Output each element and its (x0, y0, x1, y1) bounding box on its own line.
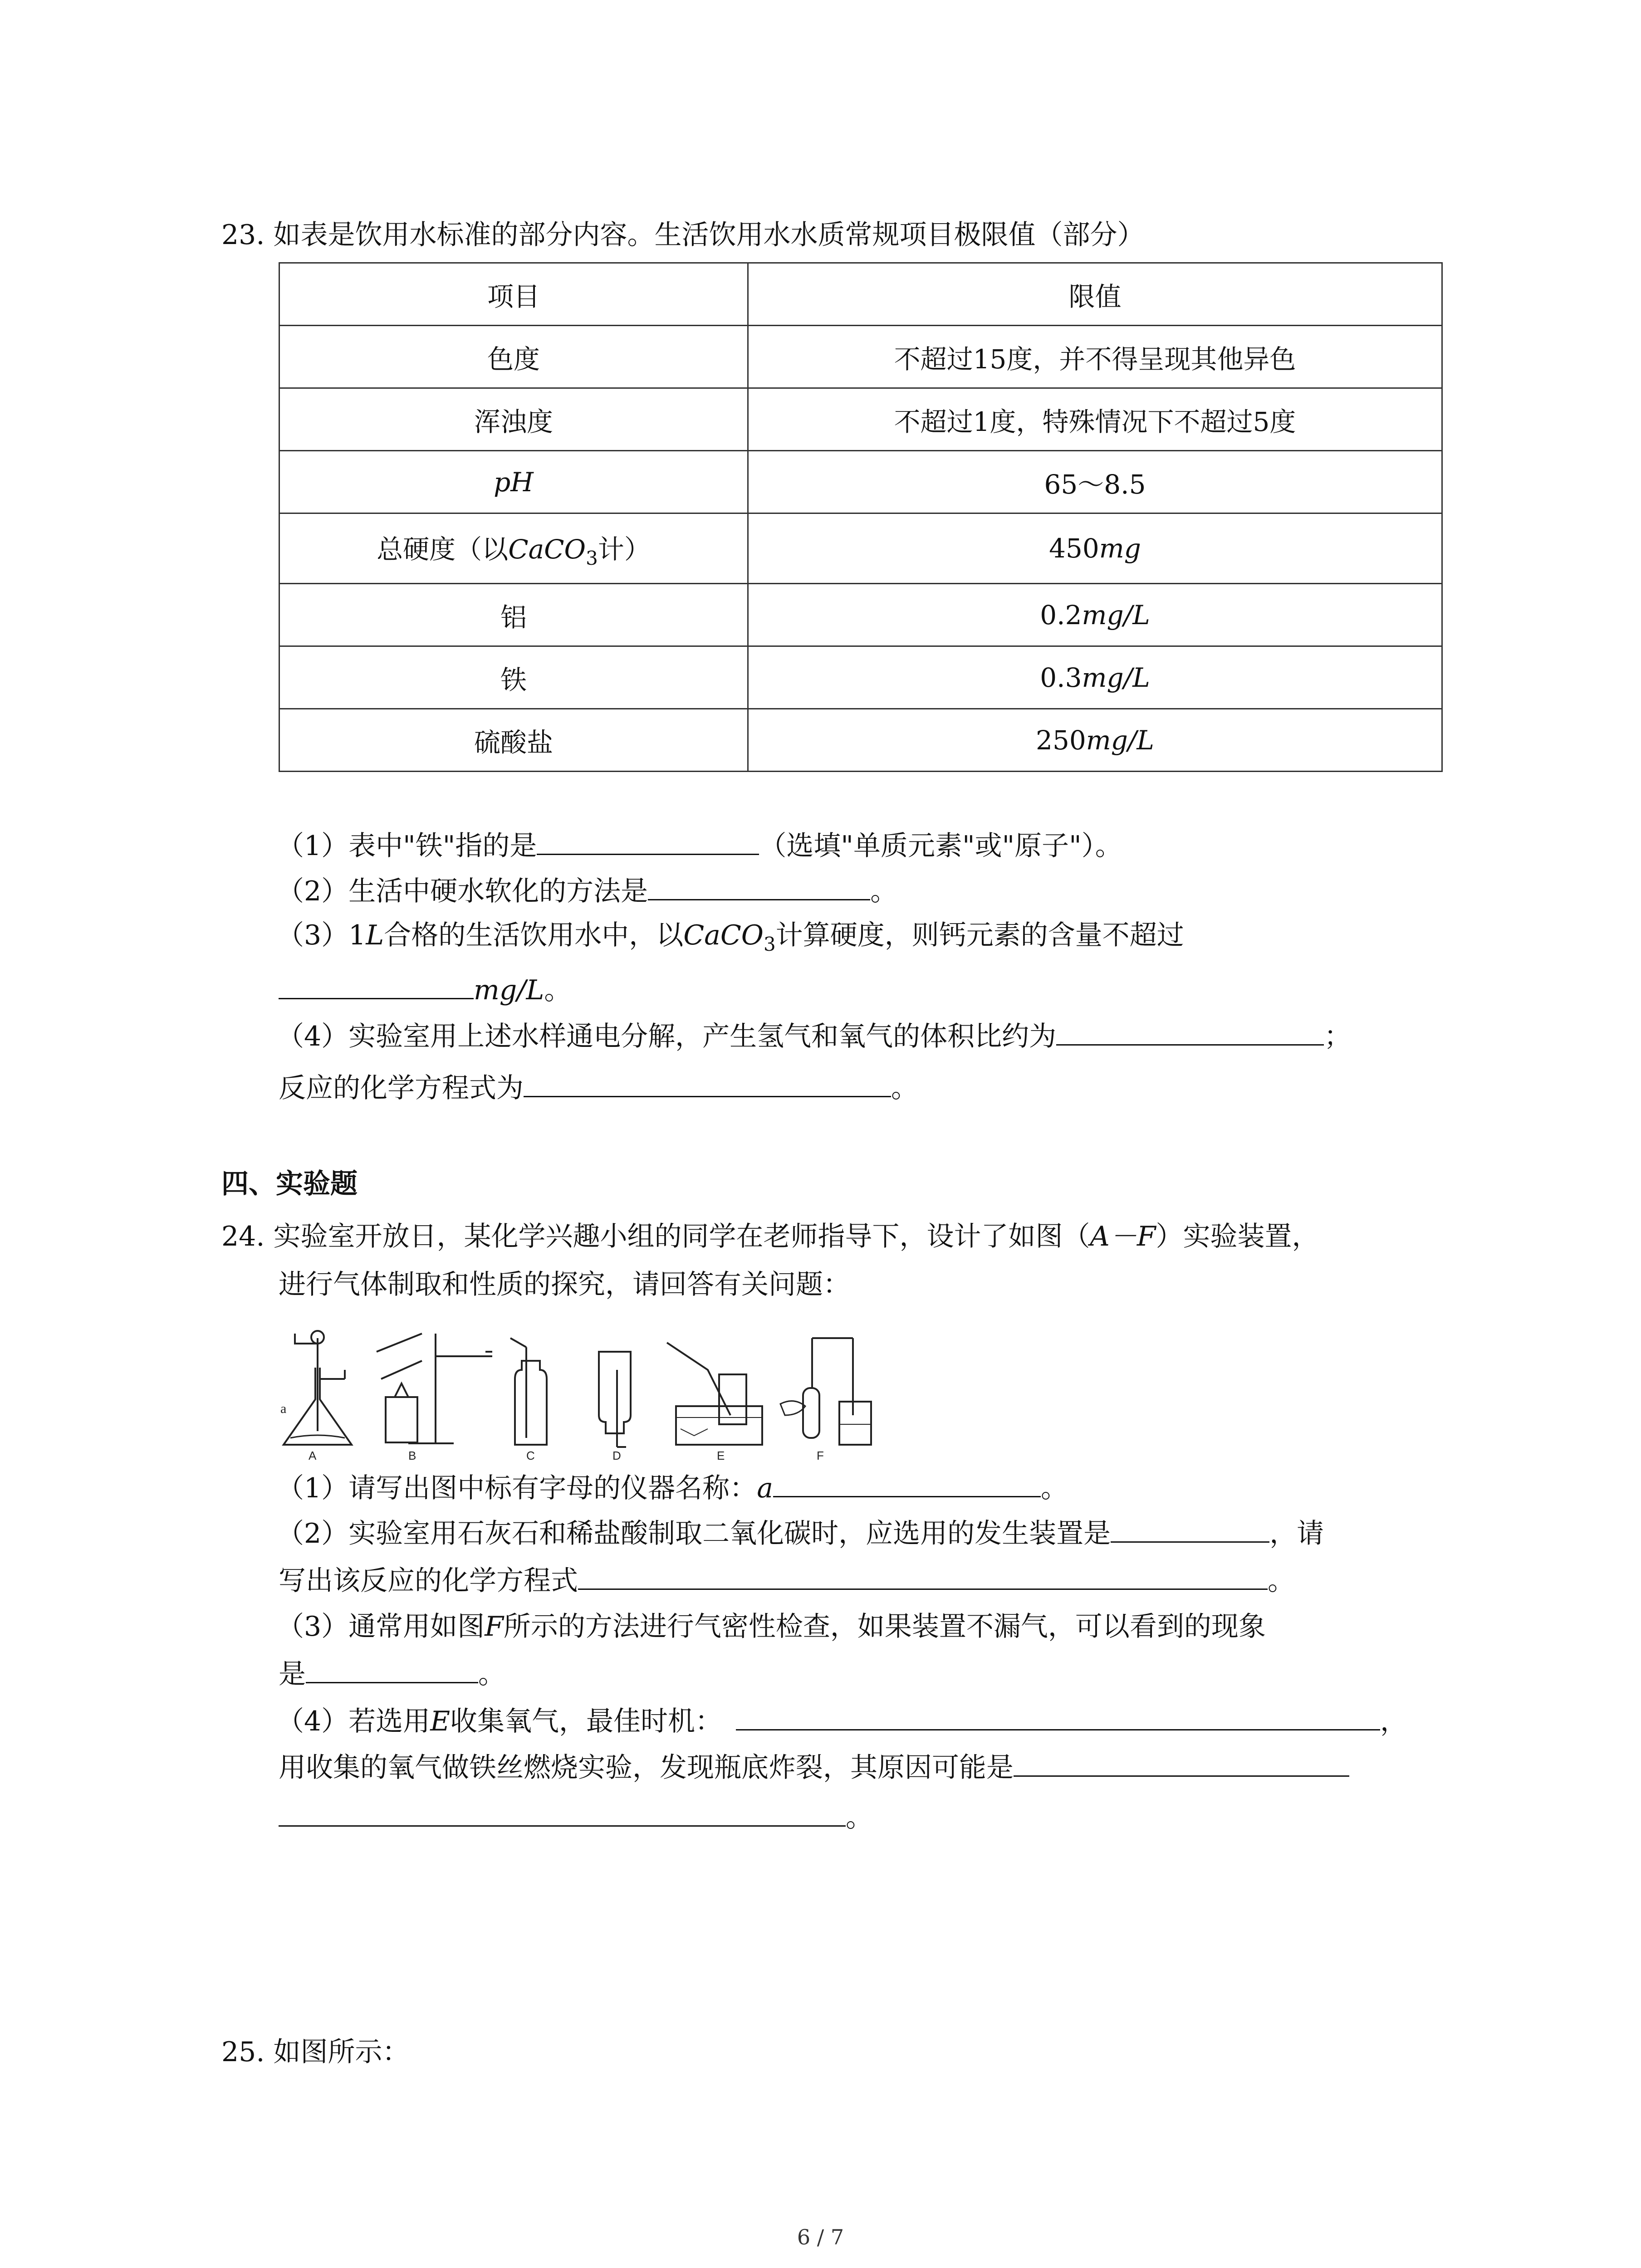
table-header-value: 限值 (748, 263, 1442, 326)
apparatus-c-bottle (510, 1338, 547, 1445)
q23-stem: 23. 如表是饮用水标准的部分内容。生活饮用水水质常规项目极限值（部分） (221, 219, 1145, 251)
apparatus-f-airtight (780, 1338, 871, 1445)
q23-part3-text2: 合格的生活饮用水中，以 (384, 919, 684, 951)
figure-label-F: F (817, 1449, 824, 1461)
answer-blank[interactable] (279, 970, 474, 999)
table-row (279, 709, 1442, 772)
answer-blank[interactable] (736, 1701, 1380, 1730)
apparatus-e-trough (667, 1343, 762, 1445)
page-number: 6 / 7 (797, 2225, 844, 2249)
value-unit: mg/L (1082, 599, 1150, 631)
table-row (279, 646, 1442, 709)
table-cell-value (748, 584, 1442, 646)
q24-part2-text: （2）实验室用石灰石和稀盐酸制取二氧化碳时，应选用的发生装置是 (277, 1518, 1111, 1549)
q24-stem-range: A－F (1090, 1221, 1156, 1252)
value-unit: mg/L (1086, 724, 1154, 756)
figure-label-B: B (408, 1449, 416, 1461)
value-unit: mg (1099, 533, 1141, 564)
q24-part4-cont (279, 1747, 1349, 1786)
table-cell-value (748, 646, 1442, 709)
q24-part4-cont2 (279, 1797, 873, 1836)
figure-label-E: E (717, 1449, 725, 1461)
table-cell-item: 浑浊度 (279, 388, 748, 451)
table-cell-item: pH (279, 451, 748, 513)
q23-part1 (277, 826, 1122, 864)
q23-part4-cont (279, 1068, 918, 1106)
q23-part3 (277, 917, 1184, 963)
answer-blank[interactable] (1111, 1513, 1269, 1543)
q24-part1-end: 。 (1040, 1472, 1068, 1504)
q24-part4-text2: 收集氧气，最佳时机： (450, 1706, 722, 1737)
table-cell-value: 65～8.5 (748, 451, 1442, 513)
q23-part4-end: 。 (891, 1072, 918, 1104)
q23-part4 (277, 1016, 1351, 1055)
q24-part2-text2: 写出该反应的化学方程式 (279, 1565, 578, 1597)
q24-part3-cont (279, 1654, 505, 1692)
answer-blank[interactable] (648, 871, 870, 900)
q24-part3-F: F (485, 1611, 504, 1642)
value-number: 0.3 (1040, 662, 1082, 693)
q24-part3-text: （3）通常用如图 (277, 1611, 485, 1642)
table-cell-value (748, 709, 1442, 772)
q24-part1-var: a (757, 1472, 773, 1504)
answer-blank[interactable] (1014, 1747, 1349, 1777)
answer-blank[interactable] (578, 1560, 1268, 1590)
value-number: 450 (1049, 533, 1099, 564)
q24-part2-end: 。 (1268, 1565, 1295, 1597)
q24-part3 (277, 1608, 1266, 1645)
q24-part2 (277, 1513, 1324, 1552)
answer-blank[interactable] (1056, 1016, 1324, 1046)
apparatus-d-inverted-bottle (599, 1352, 631, 1447)
q24-part3-text2: 所示的方法进行气密性检查，如果装置不漏气，可以看到的现象 (503, 1611, 1266, 1642)
q23-part4-sep: ； (1324, 1021, 1352, 1052)
q24-part1-text: （1）请写出图中标有字母的仪器名称： (277, 1472, 757, 1504)
q24-part2-sep: ，请 (1269, 1518, 1324, 1549)
q24-part3-end: 。 (478, 1658, 505, 1690)
q24-part4-text3: 用收集的氧气做铁丝燃烧实验，发现瓶底炸裂，其原因可能是 (279, 1752, 1014, 1784)
q24-stem-line1 (221, 1218, 1319, 1255)
answer-blank[interactable] (524, 1068, 891, 1097)
figure-label-C: C (526, 1449, 535, 1461)
formula-caco3: CaCO (508, 533, 586, 565)
q23-part3-cont (279, 970, 571, 1008)
q24-stem-line2: 进行气体制取和性质的探究，请回答有关问题： (279, 1269, 850, 1300)
q23-part2 (277, 871, 897, 909)
table-row (279, 451, 1442, 513)
table-cell-item: 铁 (279, 646, 748, 709)
value-number: 250 (1036, 724, 1086, 756)
table-cell-item: 硫酸盐 (279, 709, 748, 772)
apparatus-a-flask (280, 1331, 352, 1445)
q24-stem-text: 24. 实验室开放日，某化学兴趣小组的同学在老师指导下，设计了如图（ (221, 1221, 1090, 1252)
value-number: 0.2 (1040, 599, 1082, 631)
table-row (279, 584, 1442, 646)
q23-part2-end: 。 (870, 875, 898, 907)
table-header-row (279, 263, 1442, 326)
formula-caco3: CaCO (683, 919, 764, 951)
answer-blank[interactable] (279, 1797, 846, 1827)
q24-stem-text2: ）实验装置， (1156, 1221, 1319, 1252)
q24-part4 (277, 1701, 1407, 1740)
q24-part4-E: E (430, 1706, 450, 1737)
q23-part4-text2: 反应的化学方程式为 (279, 1072, 524, 1104)
q23-part1-text: （1）表中"铁"指的是 (277, 830, 537, 862)
figure-label-A: A (309, 1449, 317, 1461)
q25-stem: 25. 如图所示： (221, 2036, 410, 2068)
table-cell-value: 不超过1度，特殊情况下不超过5度 (748, 388, 1442, 451)
answer-blank[interactable] (306, 1654, 478, 1683)
q24-part3-text3: 是 (279, 1658, 306, 1690)
q23-part2-text: （2）生活中硬水软化的方法是 (277, 875, 648, 907)
q23-part3-text3: 计算硬度，则钙元素的含量不超过 (775, 919, 1184, 951)
table-cell-item: 铝 (279, 584, 748, 646)
q24-part2-cont (279, 1560, 1295, 1599)
water-standard-table (279, 262, 1443, 772)
table-header-item: 项目 (279, 263, 748, 326)
table-cell-value (748, 513, 1442, 584)
apparatus-figure (272, 1325, 876, 1461)
value-unit: mg/L (1082, 662, 1150, 693)
q24-part4-end: 。 (846, 1802, 873, 1833)
table-cell-value: 不超过15度，并不得呈现其他异色 (748, 326, 1442, 388)
q23-part3-end: 。 (544, 974, 572, 1006)
unit-mg-per-L: mg/L (474, 974, 544, 1006)
q24-part4-text: （4）若选用 (277, 1706, 431, 1737)
figure-label-a-var: a (280, 1401, 287, 1416)
table-cell-item (279, 513, 748, 584)
apparatus-b-heating (377, 1334, 492, 1443)
q23-part1-hint: （选填"单质元素"或"原子"）。 (759, 830, 1122, 862)
section-title: 四、实验题 (221, 1168, 358, 1200)
answer-blank[interactable] (773, 1468, 1041, 1497)
formula-subscript: 3 (586, 547, 598, 569)
formula-subscript: 3 (763, 933, 776, 955)
q23-part4-text: （4）实验室用上述水样通电分解，产生氢气和氧气的体积比约为 (277, 1021, 1057, 1052)
q23-part3-text: （3）1 (277, 919, 366, 951)
answer-blank[interactable] (537, 826, 759, 855)
table-row (279, 513, 1442, 584)
unit-L: L (366, 919, 384, 951)
table-row (279, 388, 1442, 451)
figure-label-D: D (612, 1449, 621, 1461)
q24-part1 (277, 1468, 1068, 1506)
hardness-label-post: 计） (598, 533, 651, 565)
q24-part4-sep: ， (1380, 1706, 1407, 1737)
hardness-label-pre: 总硬度（以 (377, 533, 509, 565)
table-row (279, 326, 1442, 388)
table-cell-item: 色度 (279, 326, 748, 388)
